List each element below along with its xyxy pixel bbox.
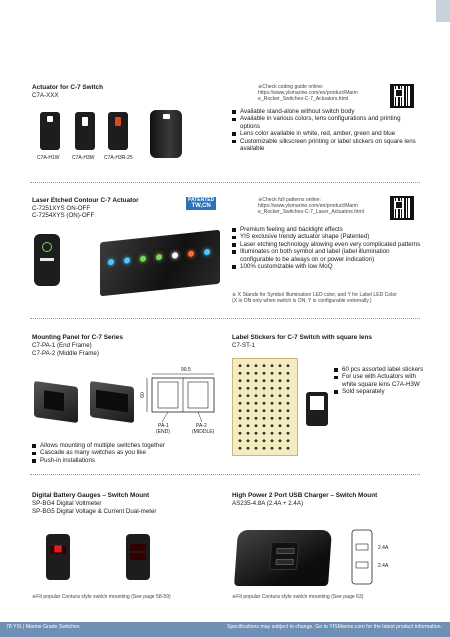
laser-feature: YIS exclusive trendy actuator shape (Patented): [232, 233, 422, 240]
stickers-feature: For use with Actuators with white square lens C7A-H3W: [334, 373, 424, 388]
header-band: [0, 0, 450, 22]
actuator-feature: Lens color available in white, red, amber, green and blue: [232, 130, 422, 137]
actuator-feature: Available in various colors, lens configurations and printing options: [232, 115, 422, 130]
actuator-image-h1w: [40, 112, 60, 150]
usb-port-1-rating: 2.4A: [378, 545, 389, 551]
actuator-code: C7A-XXX: [32, 92, 59, 99]
actuator-features: [232, 108, 422, 152]
actuator-image-h3r: [108, 112, 128, 150]
gauges-code-1: SP-BG4 Digital Voltmeter: [32, 500, 102, 507]
laser-label-mark: [40, 258, 54, 261]
footer-disclaimer: Specifications may subject to change. Go to YISMarine.com for the latest product information.: [226, 624, 442, 630]
gauges-title: Digital Battery Gauges – Switch Mount: [32, 492, 150, 499]
patent-regions: TW,CN: [191, 202, 211, 209]
stickers-features: [334, 366, 424, 396]
panel-features: [32, 442, 222, 464]
laser-code-1: C-7251XYS ON-OFF: [32, 205, 91, 212]
corner-tab: [436, 0, 450, 22]
stickers-feature: 60 pcs assorted label stickers: [334, 366, 424, 373]
panel-code-2: C7-PA-2 (Middle Frame): [32, 350, 99, 357]
sticker-sheet-image: [232, 358, 298, 456]
stickers-code: C7-ST-1: [232, 342, 256, 349]
laser-actuator-image: [34, 234, 60, 286]
laser-note-url2[interactable]: e_Rocker_Switches-C-7_Laser_Actuators.html: [258, 209, 364, 216]
panel-code-1: C7-PA-1 (End Frame): [32, 342, 92, 349]
panel-pa2-sub: (MIDDLE): [192, 429, 215, 435]
laser-code-2: C-7254XYS (ON)-OFF: [32, 212, 95, 219]
usb-charger-image: [234, 530, 332, 586]
panel-dim-width: 90.5: [181, 367, 191, 373]
gauges-note: ※Fit popular Contura style switch mounting (See page 58-59): [32, 594, 171, 600]
section-divider: [30, 182, 420, 183]
patent-badge: [186, 197, 216, 210]
laser-symbol-icon: [42, 242, 52, 252]
sticker-actuator-image: [306, 392, 328, 426]
panel-dim-height: 60: [139, 392, 146, 398]
laser-note: [258, 197, 364, 216]
actuator-label-2: C7A-H3W: [72, 155, 95, 161]
actuator-note-url2[interactable]: e_Rocker_Switches-C-7_Actuators.html: [258, 96, 349, 103]
charger-note: ※Fit popular Contura style switch mounting (See page 63): [232, 594, 364, 600]
section-divider: [30, 474, 420, 475]
laser-feature: Premium feeling and backlight effects: [232, 226, 422, 233]
gauges-code-2: SP-BG5 Digital Voltage & Current Dual-meter: [32, 508, 157, 515]
panel-middle-frame-image: [90, 381, 134, 423]
actuator-note-url[interactable]: https://www.ylsmarine.com/en/product/Marin: [258, 90, 358, 97]
usb-port-2-rating: 2.4A: [378, 563, 389, 569]
charger-title: High Power 2 Port USB Charger – Switch Mount: [232, 492, 378, 499]
laser-qr-code[interactable]: [390, 196, 414, 220]
actuator-qr-code[interactable]: [390, 84, 414, 108]
section-divider: [30, 318, 420, 319]
panel-feature: Cascade as many switches as you like: [32, 449, 222, 456]
laser-footnote: [232, 292, 427, 304]
page-footer: [0, 616, 450, 637]
footer-page-label: 78 YIS | Marine Grade Switches: [6, 624, 80, 630]
laser-feature: Illuminates on both symbol and label (label illumination configurable to be always on or power indication): [232, 248, 422, 263]
panel-feature: Push-in installations: [32, 457, 222, 464]
panel-end-frame-image: [34, 381, 78, 423]
actuator-feature: Available stand-alone without switch body: [232, 108, 422, 115]
laser-footnote-line1: ※ X Stands for Symbol Illumination LED color, and Y for Label LED Color: [232, 292, 397, 298]
panel-pa2-label: PA-2: [196, 423, 207, 429]
charger-code: AS235-4.8A (2.4A + 2.4A): [232, 500, 304, 507]
laser-feature: Laser etching technology allowing even very complicated patterns: [232, 241, 422, 248]
voltmeter-image: ▓▓: [46, 534, 70, 580]
usb-charger-diagram: [348, 526, 378, 588]
actuator-label-3: C7A-H3R-25: [104, 155, 133, 161]
dual-meter-image: [126, 534, 150, 580]
actuator-title: Actuator for C-7 Switch: [32, 84, 104, 91]
actuator-3d-image: [150, 110, 182, 158]
laser-feature: 100% customizable with low MoQ: [232, 263, 422, 270]
panel-pa1-sub: (END): [156, 429, 170, 435]
laser-note-url[interactable]: https://www.ylsmarine.com/en/product/Marin: [258, 203, 358, 210]
panel-title: Mounting Panel for C-7 Series: [32, 334, 123, 341]
actuator-image-h3w: [75, 112, 95, 150]
stickers-title: Label Stickers for C-7 Switch with square lens: [232, 334, 372, 341]
stickers-feature: Sold separately: [334, 388, 424, 395]
patent-label: PATENTED: [188, 197, 215, 203]
panel-pa1-label: PA-1: [158, 423, 169, 429]
laser-footnote-line2: (X is ON only when switch is ON; Y is configurable externally.): [232, 298, 372, 305]
laser-title: Laser Etched Contour C-7 Actuator: [32, 197, 139, 204]
laser-features: [232, 226, 422, 270]
actuator-note: [258, 84, 358, 103]
actuator-note-line1: ※Check coding guide online:: [258, 84, 324, 90]
actuator-label-1: C7A-H1W: [37, 155, 60, 161]
actuator-feature: Customizable silkscreen printing or label stickers on square lens available: [232, 138, 422, 153]
panel-feature: Allows mounting of multiple switches together: [32, 442, 222, 449]
laser-switch-panel-photo: [100, 230, 220, 297]
laser-note-line1: ※Check full patterns online:: [258, 197, 321, 203]
panel-dimension-diagram: [144, 368, 224, 448]
